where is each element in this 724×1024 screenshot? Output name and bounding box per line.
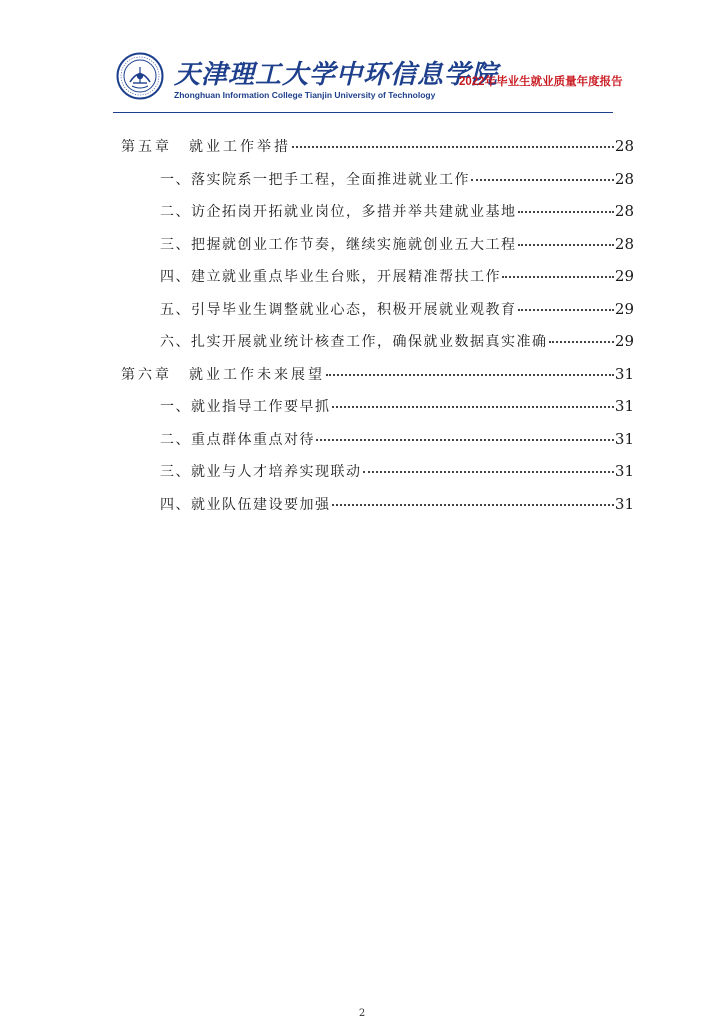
toc-entry-label: 五、引导毕业生调整就业心态，积极开展就业观教育	[160, 301, 517, 318]
school-seal-icon	[116, 52, 164, 100]
toc-entry-page: 28	[614, 169, 634, 188]
toc-entry-page: 31	[614, 364, 634, 383]
toc-entry-label: 第五章 就业工作举措	[121, 139, 291, 155]
toc-entry-label: 三、就业与人才培养实现联动	[160, 464, 362, 480]
toc-dot-leader	[471, 163, 614, 181]
page-number: 2	[358, 1008, 366, 1019]
toc-section-entry[interactable]	[121, 458, 634, 491]
toc-chapter-entry[interactable]	[121, 361, 634, 394]
toc-entry-page: 28	[614, 137, 634, 155]
toc-entry-page: 31	[614, 429, 634, 448]
report-title: 2022年毕业生就业质量年度报告	[459, 76, 623, 88]
toc-dot-leader	[326, 358, 614, 376]
toc-chapter-entry[interactable]	[121, 133, 634, 166]
toc-dot-leader	[292, 130, 614, 148]
toc-entry-label: 二、访企拓岗开拓就业岗位，多措并举共建就业基地	[160, 204, 517, 220]
toc-entry-label: 一、就业指导工作要早抓	[160, 399, 331, 415]
toc-entry-label: 四、就业队伍建设要加强	[160, 496, 331, 513]
toc-section-entry[interactable]	[121, 426, 634, 459]
toc-section-entry[interactable]	[121, 296, 634, 329]
table-of-contents	[121, 133, 634, 523]
toc-dot-leader	[363, 455, 614, 473]
toc-dot-leader	[549, 325, 614, 343]
toc-dot-leader	[332, 488, 614, 506]
toc-dot-leader	[518, 195, 614, 213]
toc-entry-label: 第六章 就业工作未来展望	[121, 366, 325, 383]
toc-dot-leader	[316, 423, 614, 441]
toc-entry-label: 二、重点群体重点对待	[160, 431, 315, 448]
toc-section-entry[interactable]	[121, 328, 634, 361]
toc-dot-leader	[518, 293, 614, 311]
toc-entry-page: 28	[614, 234, 634, 253]
toc-dot-leader	[502, 260, 614, 278]
toc-section-entry[interactable]	[121, 231, 634, 264]
header-divider	[113, 112, 613, 113]
toc-section-entry[interactable]	[121, 198, 634, 231]
toc-entry-label: 四、建立就业重点毕业生台账，开展精准帮扶工作	[160, 269, 501, 285]
toc-dot-leader	[332, 390, 614, 408]
toc-section-entry[interactable]	[121, 491, 634, 524]
toc-entry-page: 29	[614, 267, 634, 285]
toc-entry-label: 一、落实院系一把手工程，全面推进就业工作	[160, 171, 470, 188]
toc-entry-page: 29	[614, 299, 634, 318]
toc-entry-label: 六、扎实开展就业统计核查工作，确保就业数据真实准确	[160, 334, 548, 350]
toc-section-entry[interactable]	[121, 393, 634, 426]
toc-section-entry[interactable]	[121, 263, 634, 296]
toc-entry-page: 28	[614, 202, 634, 220]
toc-entry-page: 31	[614, 494, 634, 513]
toc-dot-leader	[518, 228, 614, 246]
school-name-en: Zhonghuan Information College Tianjin University of Technology	[174, 90, 436, 100]
page-header	[0, 0, 724, 112]
toc-entry-page: 31	[614, 397, 634, 415]
toc-entry-label: 三、把握就创业工作节奏，继续实施就创业五大工程	[160, 236, 517, 253]
school-name-cn: 天津理工大学中环信息学院	[174, 60, 499, 90]
toc-entry-page: 31	[614, 462, 634, 480]
toc-entry-page: 29	[614, 332, 634, 350]
toc-section-entry[interactable]	[121, 166, 634, 199]
